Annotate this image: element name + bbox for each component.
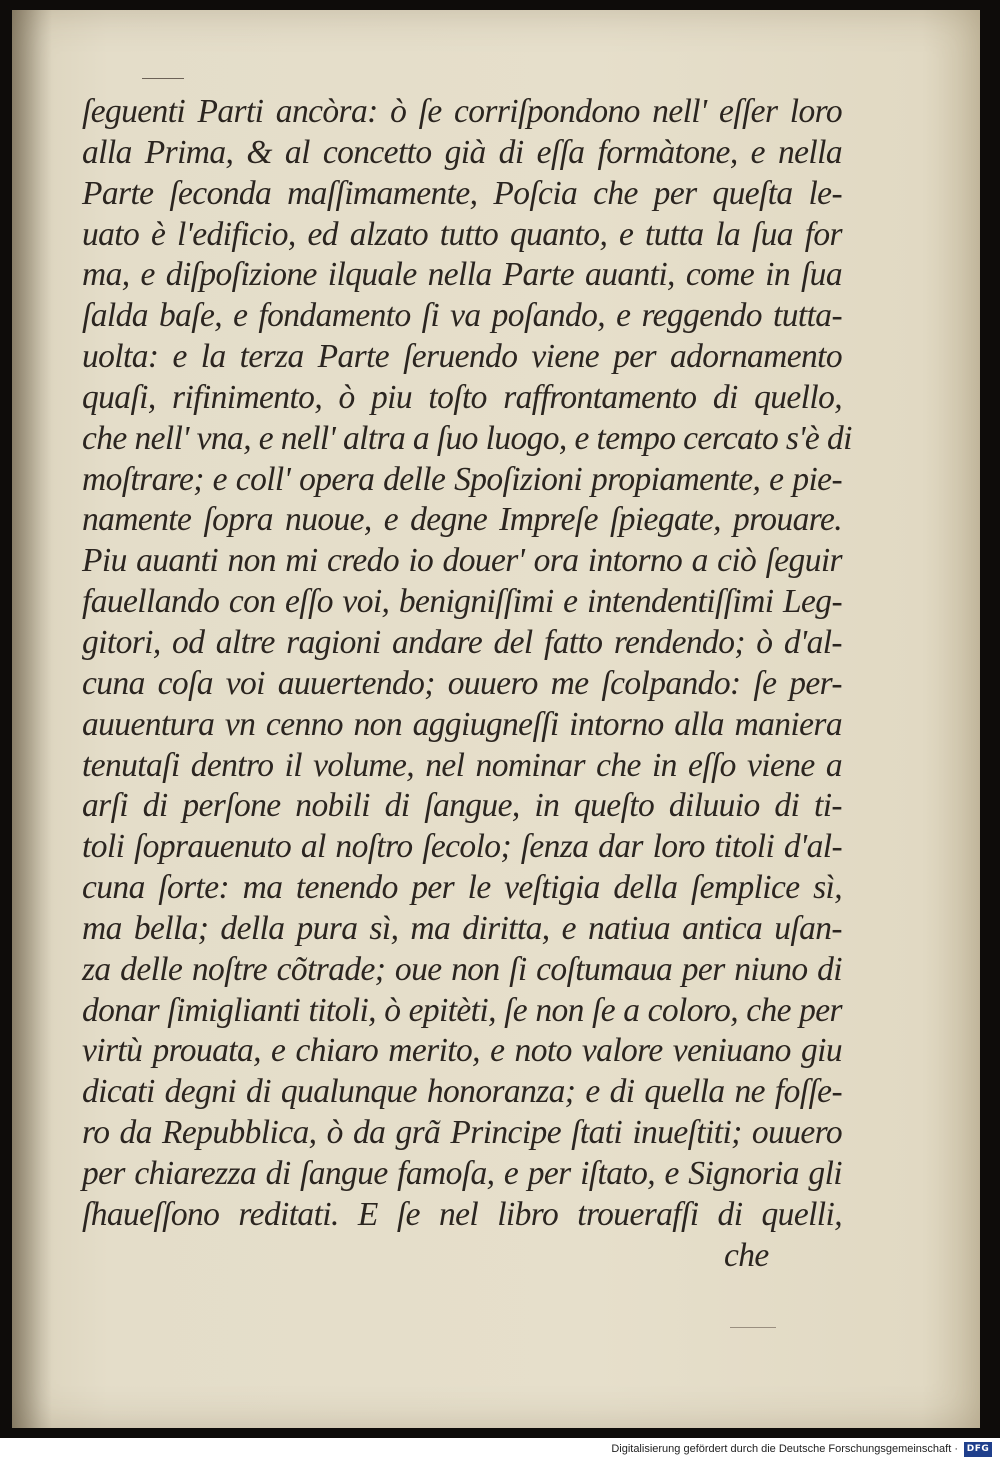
text-line: fauellando con eſſo voi, benigniſſimi e intendentiſſimi Leg-	[82, 583, 842, 621]
text-line: gitori, od altre ragioni andare del fatto rendendo; ò d'al-	[82, 623, 842, 661]
text-line: arſi di perſone nobili di ſangue, in queſto diluuio di ti-	[82, 787, 842, 825]
text-line: uolta: e la terza Parte ſeruendo viene per adornamento	[82, 338, 842, 376]
text-line: moſtrare; e coll' opera delle Spoſizioni propiamente, e pie-	[82, 460, 842, 498]
page-text	[82, 92, 852, 1276]
text-line: ro da Repubblica, ò da grã Principe ſtati inueſtiti; ouuero	[82, 1114, 842, 1152]
text-line: uato è l'edificio, ed alzato tutto quanto, e tutta la ſua for	[82, 215, 842, 253]
text-line: ſhaueſſono reditati. E ſe nel libro trouerafſi di quelli,	[82, 1195, 842, 1233]
text-line: toli ſoprauenuto al noſtro ſecolo; ſenza dar loro titoli d'al-	[82, 828, 842, 866]
text-line: quaſi, rifinimento, ò piu toſto raffrontamento di quello,	[82, 378, 842, 416]
text-line: cuna ſorte: ma tenendo per le veſtigia della ſemplice sì,	[82, 869, 842, 907]
text-line: namente ſopra nuoue, e degne Impreſe ſpiegate, prouare.	[82, 501, 842, 539]
text-line: ma, e diſpoſizione ilquale nella Parte auanti, come in ſua	[82, 256, 842, 294]
text-line: dicati degni di qualunque honoranza; e di quella ne foſſe-	[82, 1073, 842, 1111]
head-rule	[142, 78, 184, 79]
text-line: cuna coſa voi auuertendo; ouuero me ſcolpando: ſe per-	[82, 664, 842, 702]
foot-rule	[730, 1327, 776, 1328]
text-line: donar ſimiglianti titoli, ò epitèti, ſe non ſe a coloro, che per	[82, 991, 842, 1029]
gutter-shadow	[12, 10, 52, 1428]
text-line: virtù prouata, e chiaro merito, e noto valore veniuano giu	[82, 1032, 842, 1070]
text-line: ma bella; della pura sì, ma diritta, e natiua antica uſan-	[82, 909, 842, 947]
footer-credit: Digitalisierung gefördert durch die Deutsche Forschungsgemeinschaft ·	[611, 1443, 958, 1455]
text-line: che nell' vna, e nell' altra a ſuo luogo, e tempo cercato s'è di	[82, 419, 852, 457]
text-line: alla Prima, & al concetto già di eſſa formàtone, e nella	[82, 133, 842, 171]
catchword: che	[724, 1236, 769, 1274]
text-line: Piu auanti non mi credo io douer' ora intorno a ciò ſeguir	[82, 542, 842, 580]
dfg-logo-icon: DFG	[964, 1442, 992, 1457]
text-line: Parte ſeconda maſſimamente, Poſcia che per queſta le-	[82, 174, 842, 212]
text-line: auuentura vn cenno non aggiugneſſi intorno alla maniera	[82, 705, 842, 743]
text-line: za delle noſtre cõtrade; oue non ſi coſtumaua per niuno di	[82, 950, 842, 988]
text-line: ſalda baſe, e fondamento ſi va poſando, e reggendo tutta-	[82, 297, 842, 335]
text-line: per chiarezza di ſangue famoſa, e per iſtato, e Signoria gli	[82, 1154, 842, 1192]
text-line: ſeguenti Parti ancòra: ò ſe corriſpondono nell' eſſer loro	[82, 93, 842, 130]
digitization-footer	[0, 1438, 1000, 1462]
text-line: tenutaſi dentro il volume, nel nominar che in eſſo viene a	[82, 746, 842, 784]
